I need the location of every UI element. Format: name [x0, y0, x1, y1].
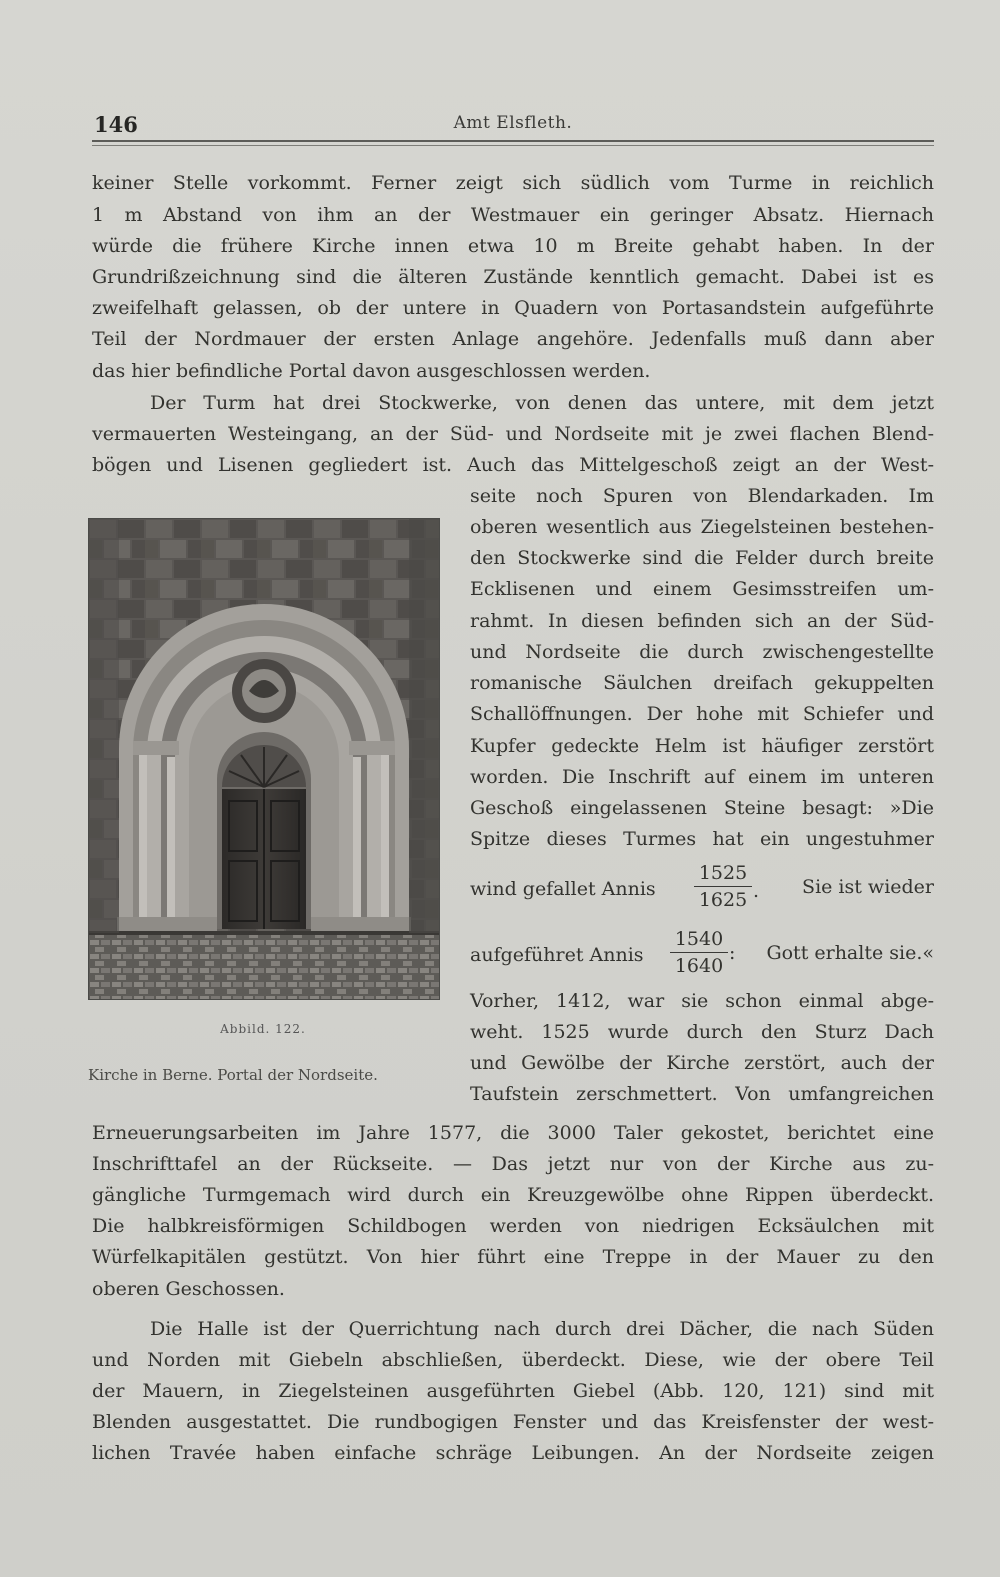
portal-photograph [88, 518, 440, 1000]
fraction-numerator: 1525 [694, 860, 752, 887]
figure-caption: Kirche in Berne. Portal der Nordseite. [88, 1066, 378, 1084]
text-line: Teil der Nordmauer der ersten Anlage angehöre. Jedenfalls muß dann aber [92, 328, 934, 350]
text-line: oberen Geschossen. [92, 1278, 285, 1300]
text-line: Inschrifttafel an der Rückseite. — Das jetzt nur von der Kirche aus zu- [92, 1153, 934, 1175]
header-rule [92, 140, 934, 142]
text-line: rahmt. In diesen befinden sich an der Süd- [470, 610, 934, 632]
text-line: romanische Säulchen dreifach gekuppelten [470, 672, 934, 694]
text-line: und Nordseite die durch zwischengestellte [470, 641, 934, 663]
text-line: Taufstein zerschmettert. Von umfangreichen [470, 1083, 934, 1105]
text-line: der Mauern, in Ziegelsteinen ausgeführten Giebel (Abb. 120, 121) sind mit [92, 1380, 934, 1402]
text-line: Spitze dieses Turmes hat ein ungestuhmer [470, 828, 934, 850]
running-head [92, 108, 934, 142]
running-title: Amt Elsfleth. [453, 113, 573, 133]
fraction-punct: . [753, 880, 760, 902]
text-line: das hier befindliche Portal davon ausgeschlossen werden. [92, 360, 651, 382]
text-line: Erneuerungsarbeiten im Jahre 1577, die 3000 Taler gekostet, berichtet eine [92, 1122, 934, 1144]
text-line: keiner Stelle vorkommt. Ferner zeigt sich südlich vom Turme in reichlich [92, 172, 934, 194]
text-line: seite noch Spuren von Blendarkaden. Im [470, 485, 934, 507]
text-line: worden. Die Inschrift auf einem im unteren [470, 766, 934, 788]
portal-illustration [89, 519, 439, 999]
text-line: gängliche Turmgemach wird durch ein Kreuzgewölbe ohne Rippen überdeckt. [92, 1184, 934, 1206]
text-line: Schallöffnungen. Der hohe mit Schiefer und [470, 703, 934, 725]
text-line: und Gewölbe der Kirche zerstört, auch der [470, 1052, 934, 1074]
text-line: Kupfer gedeckte Helm ist häufiger zerstört [470, 735, 934, 757]
figure-label: Abbild. 122. [220, 1022, 306, 1036]
text-line: und Norden mit Giebeln abschließen, überdeckt. Diese, wie der obere Teil [92, 1349, 934, 1371]
text-line: den Stockwerke sind die Felder durch breite [470, 547, 934, 569]
fraction-denominator: 1625 [698, 889, 748, 911]
text-line: lichen Travée haben einfache schräge Leibungen. An der Nordseite zeigen [92, 1442, 934, 1464]
inscription-text: Sie ist wieder [802, 876, 934, 898]
text-line: Blenden ausgestattet. Die rundbogigen Fenster und das Kreisfenster der west- [92, 1411, 934, 1433]
text-line: Ecklisenen und einem Gesimsstreifen um- [470, 578, 934, 600]
text-line: 1 m Abstand von ihm an der Westmauer ein geringer Absatz. Hiernach [92, 204, 934, 226]
text-line: Würfelkapitälen gestützt. Von hier führt eine Treppe in der Mauer zu den [92, 1246, 934, 1268]
text-line: oberen wesentlich aus Ziegelsteinen bestehen- [470, 516, 934, 538]
text-line: zweifelhaft gelassen, ob der untere in Quadern von Portasandstein aufgeführte [92, 297, 934, 319]
text-line: Der Turm hat drei Stockwerke, von denen das untere, mit dem jetzt [150, 392, 934, 414]
fraction-punct: : [729, 942, 736, 964]
text-line: würde die frühere Kirche innen etwa 10 m Breite gehabt haben. In der [92, 235, 934, 257]
text-line: Die Halle ist der Querrichtung nach durch drei Dächer, die nach Süden [150, 1318, 934, 1340]
date-fraction [670, 926, 728, 979]
text-line: Grundrißzeichnung sind die älteren Zustände kenntlich gemacht. Dabei ist es [92, 266, 934, 288]
text-line: Die halbkreisförmigen Schildbogen werden von niedrigen Ecksäulchen mit [92, 1215, 934, 1237]
inscription-text: wind gefallet Annis [470, 878, 656, 900]
page-number: 146 [94, 112, 138, 137]
header-rule-thin [92, 145, 934, 146]
fraction-numerator: 1540 [670, 926, 728, 953]
text-line: weht. 1525 wurde durch den Sturz Dach [470, 1021, 934, 1043]
fraction-denominator: 1640 [674, 955, 724, 977]
text-line: vermauerten Westeingang, an der Süd- und Nordseite mit je zwei flachen Blend- [92, 423, 934, 445]
date-fraction [694, 860, 752, 913]
text-line: bögen und Lisenen gegliedert ist. Auch das Mittelgeschoß zeigt an der West- [92, 454, 934, 476]
text-line: Vorher, 1412, war sie schon einmal abge- [470, 990, 934, 1012]
text-line: Geschoß eingelassenen Steine besagt: »Die [470, 797, 934, 819]
inscription-text: aufgeführet Annis [470, 944, 644, 966]
inscription-text: Gott erhalte sie.« [766, 942, 934, 964]
